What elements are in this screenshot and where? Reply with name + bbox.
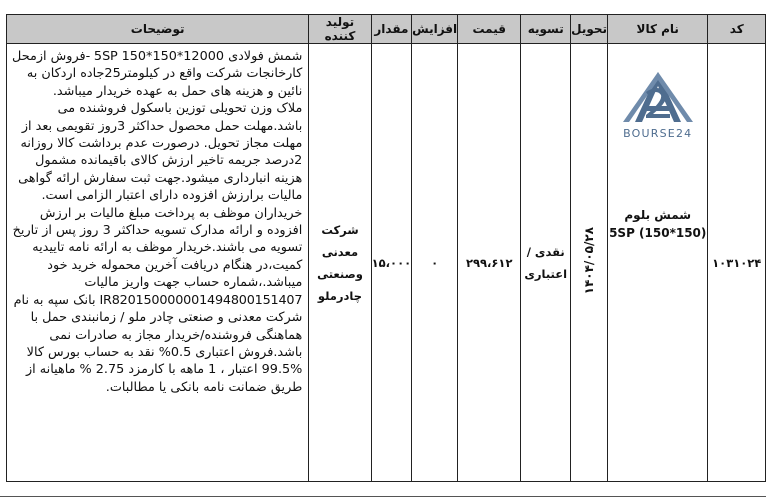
settlement-line1: نقدی / xyxy=(526,244,565,259)
header-delivery: تحویل xyxy=(571,15,608,44)
header-description: توضیحات xyxy=(7,15,309,44)
cell-price: ۲۹۹،۶۱۲ xyxy=(458,44,521,482)
description-line: باشد.مهلت حمل محصول حداکثر 3روز تقویمی بعد از xyxy=(21,118,303,134)
settlement-line2: اعتباری xyxy=(524,266,568,281)
header-settlement: تسویه xyxy=(521,15,571,44)
header-code: کد xyxy=(708,15,766,44)
description-line: میباشد.،شماره حساب جهت واریز مالیات xyxy=(84,275,303,291)
description-line: کارخانجات شرکت واقع در کیلومتر25جاده اردکان به xyxy=(26,66,303,82)
description-line: 99.5% اعتبار ، 1 ماهه با کارمزد 2.75 % ماهیانه از xyxy=(25,362,303,378)
header-row xyxy=(7,15,766,44)
description-line: کمیت،در هنگام دریافت آخرین محموله خرید خود xyxy=(47,257,303,273)
producer-line1: شرکت معدنی xyxy=(321,222,359,259)
header-increase: افزایش xyxy=(412,15,458,44)
description-line: شمش فولادی 12000*150*150 5SP -فروش ازمحل xyxy=(12,49,303,64)
header-price: قیمت xyxy=(458,15,521,44)
description-text xyxy=(12,48,302,396)
cell-increase: ۰ xyxy=(412,44,458,482)
cell-item-name xyxy=(608,44,708,482)
cell-quantity: ۱۵،۰۰۰ xyxy=(371,44,411,482)
bottom-divider xyxy=(0,496,766,497)
table-row xyxy=(7,44,766,482)
description-line: شرکت معدنی و صنعتی چادر ملو / زمانبندی حمل با xyxy=(30,310,303,326)
header-item-name: نام کالا xyxy=(608,15,708,44)
item-name-line2: 5SP (150*150) xyxy=(609,226,707,240)
cell-description xyxy=(7,44,309,482)
description-line: تسویه می باشند.خریدار موظف به ارائه نامه تاییدیه xyxy=(32,240,303,256)
description-line: خریداران موظف به پرداخت مبلغ مالیات بر ارزش xyxy=(39,205,303,221)
description-line: ملاک وزن تحویلی توزین باسکول فروشنده می xyxy=(57,101,303,117)
header-producer: تولید کننده xyxy=(309,15,371,44)
producer-line2: وصنعتی xyxy=(317,266,363,281)
description-line: مهلت مجاز تحویل. درصورت عدم برداشت کالا روزانه xyxy=(20,136,303,152)
description-line: IR820150000001494800151407 بانک سپه به نام xyxy=(13,292,303,308)
delivery-date: ۱۴۰۴/۰۵/۲۸ xyxy=(582,227,597,295)
header-quantity: مقدار xyxy=(371,15,411,44)
description-line: افزوده و ارائه مدارک تسویه حداکثر 3 روز پس از تاریخ xyxy=(12,223,303,239)
bourse24-logo-icon xyxy=(613,70,703,126)
item-name xyxy=(608,206,707,242)
cell-producer xyxy=(309,44,371,482)
cell-settlement xyxy=(521,44,571,482)
logo-text: BOURSE24 xyxy=(623,127,693,140)
commodity-offer-table xyxy=(6,14,766,482)
cell-delivery xyxy=(571,44,608,482)
description-line: نائین و هزینه های حمل به عهده خریدار میباشد. xyxy=(52,83,303,99)
item-name-line1: شمش بلوم xyxy=(624,208,692,222)
description-line: هماهنگی فروشنده/خریدار مجاز به صادرات نمی xyxy=(49,327,303,343)
description-line: طریق ضمانت نامه بانکی یا مطالبات. xyxy=(105,379,303,395)
description-line: 2درصد جریمه تاخیر ارزش کالای باقیمانده مشمول xyxy=(35,153,303,169)
description-line: مالیات برارزش افزوده دارای اعتبار الزامی است. xyxy=(41,188,303,204)
description-line: باشد.فروش اعتباری 0.5% نقد به حساب بورس کالا xyxy=(26,344,303,360)
description-line: هزینه انبارداری میشود.جهت ثبت سفارش ارائه گواهی xyxy=(18,170,303,186)
cell-code: ۱۰۳۱۰۲۴ xyxy=(708,44,766,482)
producer-line3: چادرملو xyxy=(317,288,363,303)
